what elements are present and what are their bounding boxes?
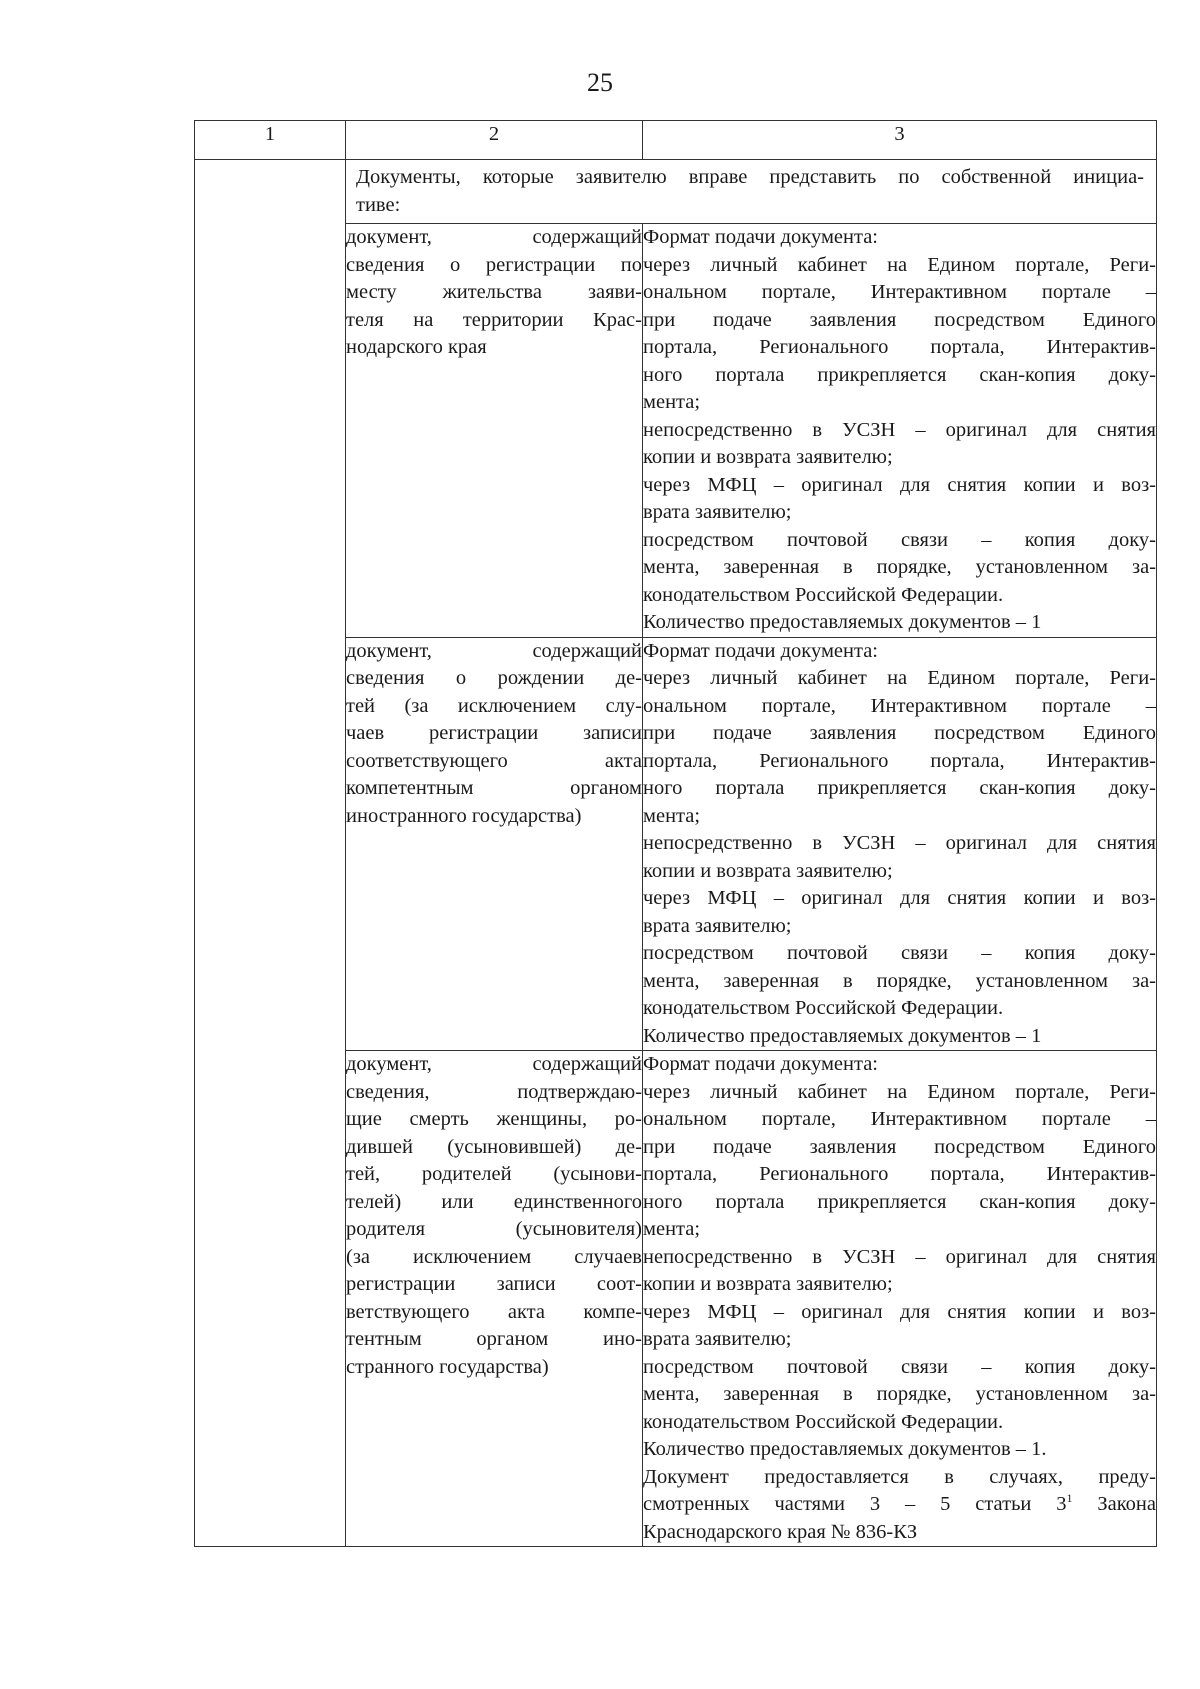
document-name-cell: [346, 224, 643, 638]
document-line: телей) или единственного: [346, 1190, 642, 1213]
submission-format-cell: [643, 637, 1157, 1051]
format-line: непосредственно в УСЗН – оригинал для снятия: [643, 832, 1156, 854]
format-line: через личный кабинет на Едином портале, Реги-: [643, 253, 1156, 276]
document-line: сведения о рождении де-: [346, 667, 642, 689]
format-line: мента;: [643, 804, 701, 827]
page-number: 25: [587, 68, 613, 97]
format-line: Документ предоставляется в случаях, преду-: [643, 1465, 1156, 1488]
document-name-cell: [346, 637, 643, 1051]
document-line: дившей (усыновившей) де-: [346, 1135, 642, 1158]
format-line: при подаче заявления посредством Единого: [643, 308, 1156, 331]
document-line: сведения, подтверждаю-: [346, 1080, 642, 1103]
format-line: копии и возврата заявителю;: [643, 859, 893, 882]
format-line: врата заявителю;: [643, 1328, 792, 1350]
column-1-cell: [195, 160, 346, 1547]
format-line: Формат подачи документа:: [643, 1053, 878, 1075]
format-line-text: смотренных частями 3 – 5 статьи 3: [643, 1493, 1067, 1515]
format-line: врата заявителю;: [643, 501, 792, 523]
format-line: портала, Регионального портала, Интерактив-: [643, 1163, 1156, 1185]
document-line: месту жительства заяви-: [346, 281, 642, 303]
format-line: ного портала прикрепляется скан-копия доку-: [643, 777, 1156, 799]
format-line: через МФЦ – оригинал для снятия копии и воз-: [643, 473, 1156, 496]
format-line: конодательством Российской Федерации.: [643, 997, 1004, 1019]
format-line: при подаче заявления посредством Единого: [643, 722, 1156, 744]
document-line: теля на территории Крас-: [346, 308, 642, 331]
format-line: мента;: [643, 1218, 701, 1240]
format-line: портала, Регионального портала, Интерактив-: [643, 749, 1156, 772]
document-line: компетентным органом: [346, 777, 642, 799]
document-line: регистрации записи соот-: [346, 1273, 642, 1295]
document-line: родителя (усыновителя): [346, 1218, 642, 1240]
intro-line: Документы, которые заявителю вправе представить по собственной инициа-: [356, 166, 1144, 188]
format-line: конодательством Российской Федерации.: [643, 583, 1004, 606]
format-line: при подаче заявления посредством Единого: [643, 1135, 1156, 1158]
format-line: портала, Регионального портала, Интерактив-: [643, 336, 1156, 358]
submission-format-cell: [643, 224, 1157, 638]
format-line: через МФЦ – оригинал для снятия копии и воз-: [643, 1300, 1156, 1323]
documents-table: [194, 120, 1157, 1547]
document-line: тентным органом ино-: [346, 1328, 642, 1350]
format-line: мента;: [643, 391, 701, 413]
format-line: ного портала прикрепляется скан-копия доку-: [643, 363, 1156, 386]
document-line: чаев регистрации записи: [346, 722, 642, 744]
column-header-1: 1: [195, 121, 346, 160]
document-line: щие смерть женщины, ро-: [346, 1108, 642, 1130]
format-line: врата заявителю;: [643, 914, 792, 937]
document-line: документ, содержащий: [346, 226, 642, 248]
format-line: конодательством Российской Федерации.: [643, 1410, 1004, 1433]
format-line: Формат подачи документа:: [643, 639, 878, 662]
format-line: мента, заверенная в порядке, установленном за-: [643, 1383, 1156, 1405]
document-line: ветствующего акта компе-: [346, 1300, 642, 1323]
law-word: Закона: [1072, 1493, 1156, 1515]
format-line: через МФЦ – оригинал для снятия копии и воз-: [643, 887, 1156, 909]
format-line: непосредственно в УСЗН – оригинал для снятия: [643, 418, 1156, 441]
format-line: ональном портале, Интерактивном портале –: [643, 1108, 1156, 1130]
format-line: ональном портале, Интерактивном портале –: [643, 694, 1156, 717]
format-line: через личный кабинет на Едином портале, Реги-: [643, 1080, 1156, 1103]
document-name-cell: [346, 1051, 643, 1547]
document-line: документ, содержащий: [346, 1053, 642, 1075]
format-line: копии и возврата заявителю;: [643, 446, 893, 468]
document-line: тей (за исключением слу-: [346, 694, 642, 717]
format-line: [643, 1491, 1156, 1519]
intro-line: тиве:: [356, 193, 401, 216]
superscript: 1: [1066, 1491, 1073, 1506]
document-line: тей, родителей (усынови-: [346, 1163, 642, 1185]
format-line: мента, заверенная в порядке, установленном за-: [643, 969, 1156, 992]
format-line: мента, заверенная в порядке, установленном за-: [643, 556, 1156, 578]
format-line: посредством почтовой связи – копия доку-: [643, 942, 1156, 964]
format-line: посредством почтовой связи – копия доку-: [643, 1355, 1156, 1378]
document-line: (за исключением случаев: [346, 1245, 642, 1268]
document-line: нодарского края: [346, 336, 487, 358]
intro-text: [346, 160, 1157, 224]
document-line: иностранного государства): [346, 804, 582, 827]
table-header-row: [195, 121, 1157, 160]
format-line: ональном портале, Интерактивном портале –: [643, 281, 1156, 303]
document-line: странного государства): [346, 1355, 549, 1378]
format-line: непосредственно в УСЗН – оригинал для снятия: [643, 1245, 1156, 1268]
format-line: через личный кабинет на Едином портале, Реги-: [643, 667, 1156, 689]
format-line: ного портала прикрепляется скан-копия доку-: [643, 1190, 1156, 1213]
column-header-2: 2: [346, 121, 643, 160]
intro-row: [195, 160, 1157, 224]
document-line: документ, содержащий: [346, 639, 642, 662]
document-line: сведения о регистрации по: [346, 253, 642, 276]
format-line: Количество предоставляемых документов – 1: [643, 611, 1042, 633]
format-line: Количество предоставляемых документов – 1: [643, 1024, 1042, 1047]
format-line: копии и возврата заявителю;: [643, 1273, 893, 1295]
format-line: Количество предоставляемых документов – 1.: [643, 1438, 1047, 1460]
document-line: соответствующего акта: [346, 749, 642, 772]
submission-format-cell: [643, 1051, 1157, 1547]
format-line: Краснодарского края № 836-КЗ: [643, 1520, 918, 1543]
column-header-3: 3: [643, 121, 1157, 160]
format-line: посредством почтовой связи – копия доку-: [643, 528, 1156, 551]
format-line: Формат подачи документа:: [643, 226, 878, 248]
